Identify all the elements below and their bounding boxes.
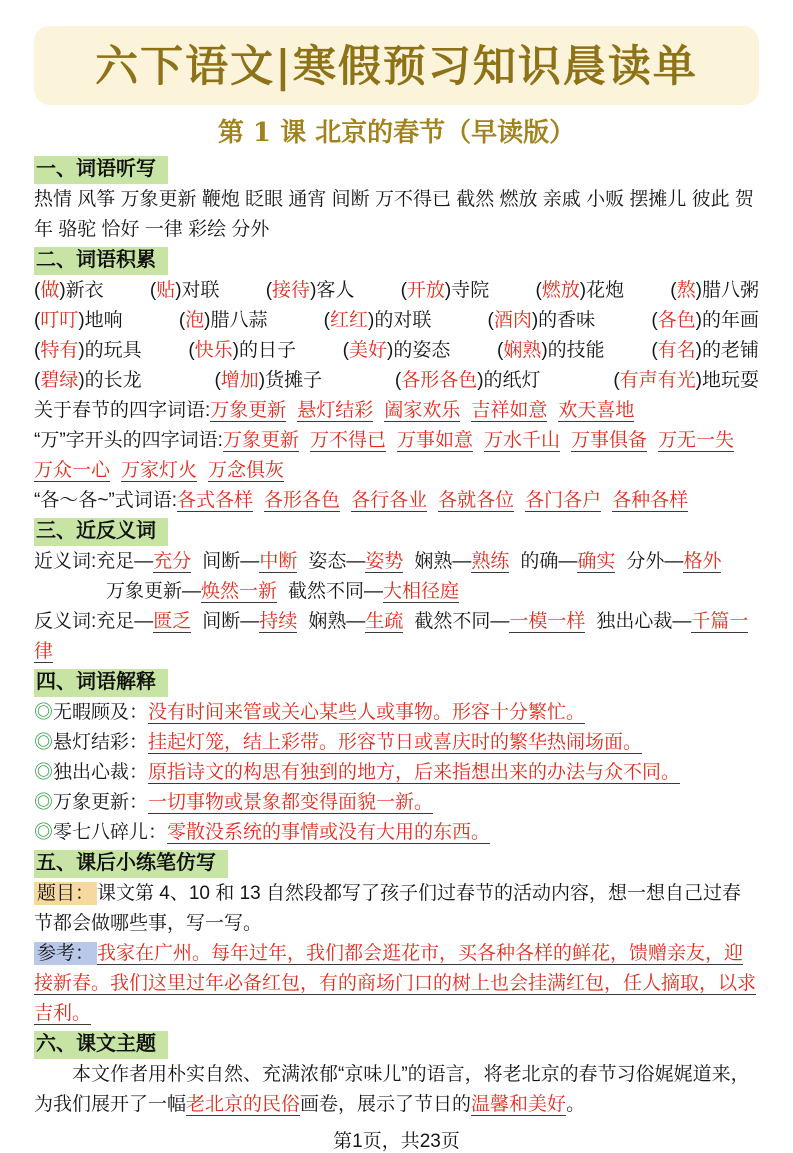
phrase-item bbox=[188, 336, 296, 366]
text-segment: 阖家欢乐 bbox=[384, 400, 461, 421]
text-segment: ◎ bbox=[34, 822, 54, 843]
text-segment: ( bbox=[535, 280, 542, 301]
text-segment: 充分 bbox=[153, 551, 192, 572]
text-segment: 挂起灯笼，结上彩带。形容节日或喜庆时的繁华热闹场面。 bbox=[148, 732, 643, 753]
text-segment: 无暇顾及： bbox=[53, 702, 149, 723]
page-title: 六下语文|寒假预习知识晨读单 bbox=[34, 26, 759, 105]
text-segment: 大相径庭 bbox=[383, 581, 460, 602]
phrase-row-2 bbox=[34, 306, 759, 336]
phrase-item bbox=[214, 366, 322, 396]
text-segment: 一模一样 bbox=[509, 611, 586, 632]
text-segment: 万不得已 bbox=[309, 430, 386, 451]
phrase-item bbox=[670, 276, 759, 306]
text-segment: 截然不同— bbox=[414, 611, 510, 632]
text-segment: 各就各位 bbox=[438, 490, 515, 511]
phrase-item bbox=[324, 306, 432, 336]
text-segment: ( bbox=[34, 370, 41, 391]
text-segment: ◎ bbox=[34, 762, 54, 783]
text-segment: )客人 bbox=[310, 280, 355, 301]
section-definitions bbox=[34, 667, 759, 848]
text-segment: 的确— bbox=[520, 551, 578, 572]
text-segment: 美好 bbox=[348, 340, 387, 361]
text-segment: ( bbox=[178, 310, 186, 331]
text-segment: )货摊子 bbox=[258, 370, 323, 391]
text-segment: 万象更新 bbox=[222, 430, 299, 451]
text-segment: )的日子 bbox=[232, 340, 296, 361]
text-segment: 课文第 4、10 和 13 自然段都写了孩子们过春节的活动内容，想一想自己过春节都会做哪些事，写一写。 bbox=[34, 883, 741, 934]
text-segment: “万”字开头的四字词语: bbox=[34, 430, 223, 451]
text-segment: 本文作者用朴实自然、充满浓郁“京味儿”的语言，将老北京的春节习俗娓娓道来，为我们展开了一幅 bbox=[34, 1064, 750, 1115]
text-segment: ( bbox=[323, 310, 330, 331]
text-segment: 酒肉 bbox=[493, 310, 532, 331]
text-segment: 近义词:充足— bbox=[34, 551, 154, 572]
text-segment: 燃放 bbox=[541, 280, 580, 301]
text-segment: 参考： bbox=[34, 942, 97, 965]
section-header-definitions: 四、词语解释 bbox=[34, 669, 168, 697]
text-segment: )新衣 bbox=[59, 280, 104, 301]
text-segment: 吉祥如意 bbox=[471, 400, 548, 421]
text-segment: 万象更新： bbox=[53, 792, 149, 813]
text-segment: 截然不同— bbox=[288, 581, 384, 602]
text-segment: 分外— bbox=[626, 551, 684, 572]
text-segment: 没有时间来管或关心某些人或事物。形容十分繁忙。 bbox=[148, 702, 586, 723]
phrase-item bbox=[34, 276, 104, 306]
text-segment: 欢天喜地 bbox=[558, 400, 635, 421]
section-exercise bbox=[34, 848, 759, 1029]
section-header-accumulation: 二、词语积累 bbox=[34, 247, 168, 275]
text-segment: 娴熟— bbox=[308, 611, 366, 632]
text-segment: ◎ bbox=[34, 792, 54, 813]
dictation-word-list bbox=[34, 185, 759, 245]
section-accumulation bbox=[34, 245, 759, 516]
idiom-line-spring-festival bbox=[34, 396, 759, 426]
idiom-line-wan-prefix bbox=[34, 426, 759, 486]
text-segment: ( bbox=[670, 280, 677, 301]
text-segment: )的长龙 bbox=[78, 370, 142, 391]
text-segment: 开放 bbox=[406, 280, 445, 301]
phrase-row-1 bbox=[34, 276, 759, 306]
text-segment: 各种各样 bbox=[612, 490, 689, 511]
section-theme bbox=[34, 1029, 759, 1120]
text-segment: 千篇一律 bbox=[34, 611, 749, 662]
text-segment: 间断— bbox=[202, 551, 260, 572]
phrase-item bbox=[497, 336, 605, 366]
text-segment: )腊八粥 bbox=[695, 280, 759, 301]
text-segment: 有声有光 bbox=[619, 370, 696, 391]
text-segment: 增加 bbox=[220, 370, 259, 391]
text-segment: ( bbox=[651, 340, 658, 361]
text-segment: 万家灯火 bbox=[121, 460, 198, 481]
section-synonyms-antonyms bbox=[34, 516, 759, 667]
text-segment: 我家在广州。每年过年，我们都会逛花市，买各种各样的鲜花，馈赠亲友，迎接新春。我们这里过年必备红包，有的商场门口的树上也会挂满红包，任人摘取，以求吉利。 bbox=[34, 943, 757, 1024]
text-segment: 碧绿 bbox=[40, 370, 79, 391]
phrase-item bbox=[34, 366, 142, 396]
text-segment: 万象更新 bbox=[210, 400, 287, 421]
text-segment: )的姿态 bbox=[387, 340, 451, 361]
definition-entry-3 bbox=[34, 758, 759, 788]
phrase-item bbox=[34, 306, 123, 336]
synonyms-line-1 bbox=[34, 547, 759, 577]
text-segment: 做 bbox=[40, 280, 60, 301]
text-segment: 接待 bbox=[272, 280, 311, 301]
text-segment: ( bbox=[188, 340, 195, 361]
antonyms-line bbox=[34, 607, 759, 667]
text-segment: )的技能 bbox=[541, 340, 605, 361]
lesson-subtitle: 第 1 课 北京的春节（早读版） bbox=[217, 118, 576, 148]
section-header-theme: 六、课文主题 bbox=[34, 1031, 168, 1059]
text-segment: 各式各样 bbox=[177, 490, 254, 511]
text-segment: 万事俱备 bbox=[571, 430, 648, 451]
text-segment: )的香味 bbox=[531, 310, 596, 331]
text-segment: 持续 bbox=[259, 611, 298, 632]
text-segment: 快乐 bbox=[194, 340, 233, 361]
text-segment: 万念俱灰 bbox=[208, 460, 285, 481]
section-header-synonyms: 三、近反义词 bbox=[34, 518, 168, 546]
text-segment: 各门各户 bbox=[525, 490, 602, 511]
text-segment: 独出心裁： bbox=[53, 762, 149, 783]
text-segment: ( bbox=[613, 370, 620, 391]
text-segment: 红红 bbox=[329, 310, 368, 331]
synonyms-line-2 bbox=[34, 577, 759, 607]
text-segment: ( bbox=[214, 370, 221, 391]
text-segment: ( bbox=[34, 340, 41, 361]
phrase-item bbox=[651, 306, 759, 336]
text-segment: 姿态— bbox=[308, 551, 366, 572]
text-segment: 温馨和美好 bbox=[471, 1094, 567, 1115]
text-segment: )地玩耍 bbox=[695, 370, 759, 391]
text-segment: 热情 风筝 万象更新 鞭炮 眨眼 通宵 间断 万不得已 截然 燃放 亲戚 小贩 摆摊儿 彼此 贺年 骆驼 恰好 一律 彩绘 分外 bbox=[34, 189, 754, 240]
theme-paragraph bbox=[34, 1060, 759, 1120]
text-segment: 贴 bbox=[156, 280, 176, 301]
text-segment: 画卷，展示了节日的 bbox=[300, 1094, 472, 1115]
phrase-row-3 bbox=[34, 336, 759, 366]
text-segment: ( bbox=[394, 370, 402, 391]
text-segment: 反义词:充足— bbox=[34, 611, 154, 632]
idiom-line-ge-pattern bbox=[34, 486, 759, 516]
text-segment: 生疏 bbox=[365, 611, 404, 632]
definition-entry-2 bbox=[34, 728, 759, 758]
text-segment: 万众一心 bbox=[34, 460, 111, 481]
text-segment: 姿势 bbox=[365, 551, 404, 572]
text-segment: 泡 bbox=[185, 310, 205, 331]
text-segment: ( bbox=[651, 310, 658, 331]
phrase-item bbox=[395, 366, 541, 396]
text-segment: 叮叮 bbox=[40, 310, 79, 331]
phrase-item bbox=[535, 276, 624, 306]
text-segment: ( bbox=[34, 280, 41, 301]
text-segment: 零七八碎儿： bbox=[53, 822, 168, 843]
phrase-item bbox=[266, 276, 355, 306]
text-segment: ( bbox=[342, 340, 349, 361]
text-segment: 悬灯结彩 bbox=[297, 400, 374, 421]
phrase-item bbox=[343, 336, 451, 366]
phrase-item bbox=[34, 336, 142, 366]
text-segment: 焕然一新 bbox=[201, 581, 278, 602]
text-segment: 万无一失 bbox=[658, 430, 735, 451]
text-segment: ( bbox=[487, 310, 494, 331]
text-segment: 零散没系统的事情或没有大用的东西。 bbox=[167, 822, 491, 843]
exercise-reference-answer bbox=[34, 939, 759, 1029]
text-segment: 娴熟— bbox=[414, 551, 472, 572]
text-segment: 万水千山 bbox=[483, 430, 560, 451]
text-segment: )寺院 bbox=[444, 280, 490, 301]
text-segment: 匮乏 bbox=[153, 611, 192, 632]
text-segment: 独出心裁— bbox=[596, 611, 692, 632]
phrase-row-4 bbox=[34, 366, 759, 396]
page-number: 第1页，共23页 bbox=[333, 1131, 460, 1152]
text-segment: 熬 bbox=[676, 280, 696, 301]
text-segment: 原指诗文的构思有独到的地方，后来指想出来的办法与众不同。 bbox=[148, 762, 681, 783]
text-segment: ( bbox=[400, 280, 407, 301]
text-segment: 万事如意 bbox=[396, 430, 473, 451]
text-segment: 关于春节的四字词语: bbox=[34, 400, 211, 421]
text-segment: 各形各色 bbox=[401, 370, 478, 391]
text-segment: )花炮 bbox=[579, 280, 625, 301]
phrase-item bbox=[487, 306, 595, 336]
text-segment: )的对联 bbox=[368, 310, 432, 331]
phrase-item bbox=[179, 306, 268, 336]
text-segment: ( bbox=[496, 340, 504, 361]
text-segment: 确实 bbox=[577, 551, 616, 572]
text-segment: 熟练 bbox=[471, 551, 510, 572]
text-segment: )的玩具 bbox=[78, 340, 142, 361]
text-segment: )的纸灯 bbox=[477, 370, 541, 391]
phrase-item bbox=[651, 336, 759, 366]
text-segment: 有名 bbox=[657, 340, 696, 361]
section-dictation bbox=[34, 154, 759, 245]
text-segment: 。 bbox=[566, 1094, 586, 1115]
text-segment: 悬灯结彩： bbox=[53, 732, 149, 753]
phrase-item bbox=[613, 366, 759, 396]
phrase-item bbox=[150, 276, 220, 306]
text-segment: )的年画 bbox=[695, 310, 759, 331]
definition-entry-4 bbox=[34, 788, 759, 818]
text-segment: 题目： bbox=[34, 882, 97, 905]
definition-entry-5 bbox=[34, 818, 759, 848]
text-segment: 特有 bbox=[40, 340, 79, 361]
text-segment: 各形各色 bbox=[264, 490, 341, 511]
text-segment: ◎ bbox=[34, 702, 54, 723]
text-segment: ( bbox=[265, 280, 273, 301]
section-header-exercise: 五、课后小练笔仿写 bbox=[34, 850, 228, 878]
text-segment: 万象更新— bbox=[106, 581, 202, 602]
text-segment: ( bbox=[34, 310, 41, 331]
text-segment: 间断— bbox=[202, 611, 260, 632]
exercise-topic bbox=[34, 879, 759, 939]
text-segment: 娴熟 bbox=[503, 340, 542, 361]
text-segment: 一切事物或景象都变得面貌一新。 bbox=[148, 792, 434, 813]
text-segment: 中断 bbox=[259, 551, 298, 572]
text-segment: )的老铺 bbox=[695, 340, 759, 361]
text-segment: ◎ bbox=[34, 732, 54, 753]
text-segment: )地响 bbox=[78, 310, 123, 331]
definition-entry-1 bbox=[34, 698, 759, 728]
text-segment: ( bbox=[149, 280, 157, 301]
text-segment: )腊八蒜 bbox=[204, 310, 268, 331]
text-segment: 各色 bbox=[657, 310, 696, 331]
text-segment: 各行各业 bbox=[351, 490, 428, 511]
text-segment: )对联 bbox=[175, 280, 220, 301]
phrase-item bbox=[401, 276, 490, 306]
text-segment: 格外 bbox=[683, 551, 722, 572]
text-segment: “各～各~”式词语: bbox=[34, 490, 178, 511]
section-header-dictation: 一、词语听写 bbox=[34, 156, 168, 184]
text-segment: 老北京的民俗 bbox=[186, 1094, 301, 1115]
